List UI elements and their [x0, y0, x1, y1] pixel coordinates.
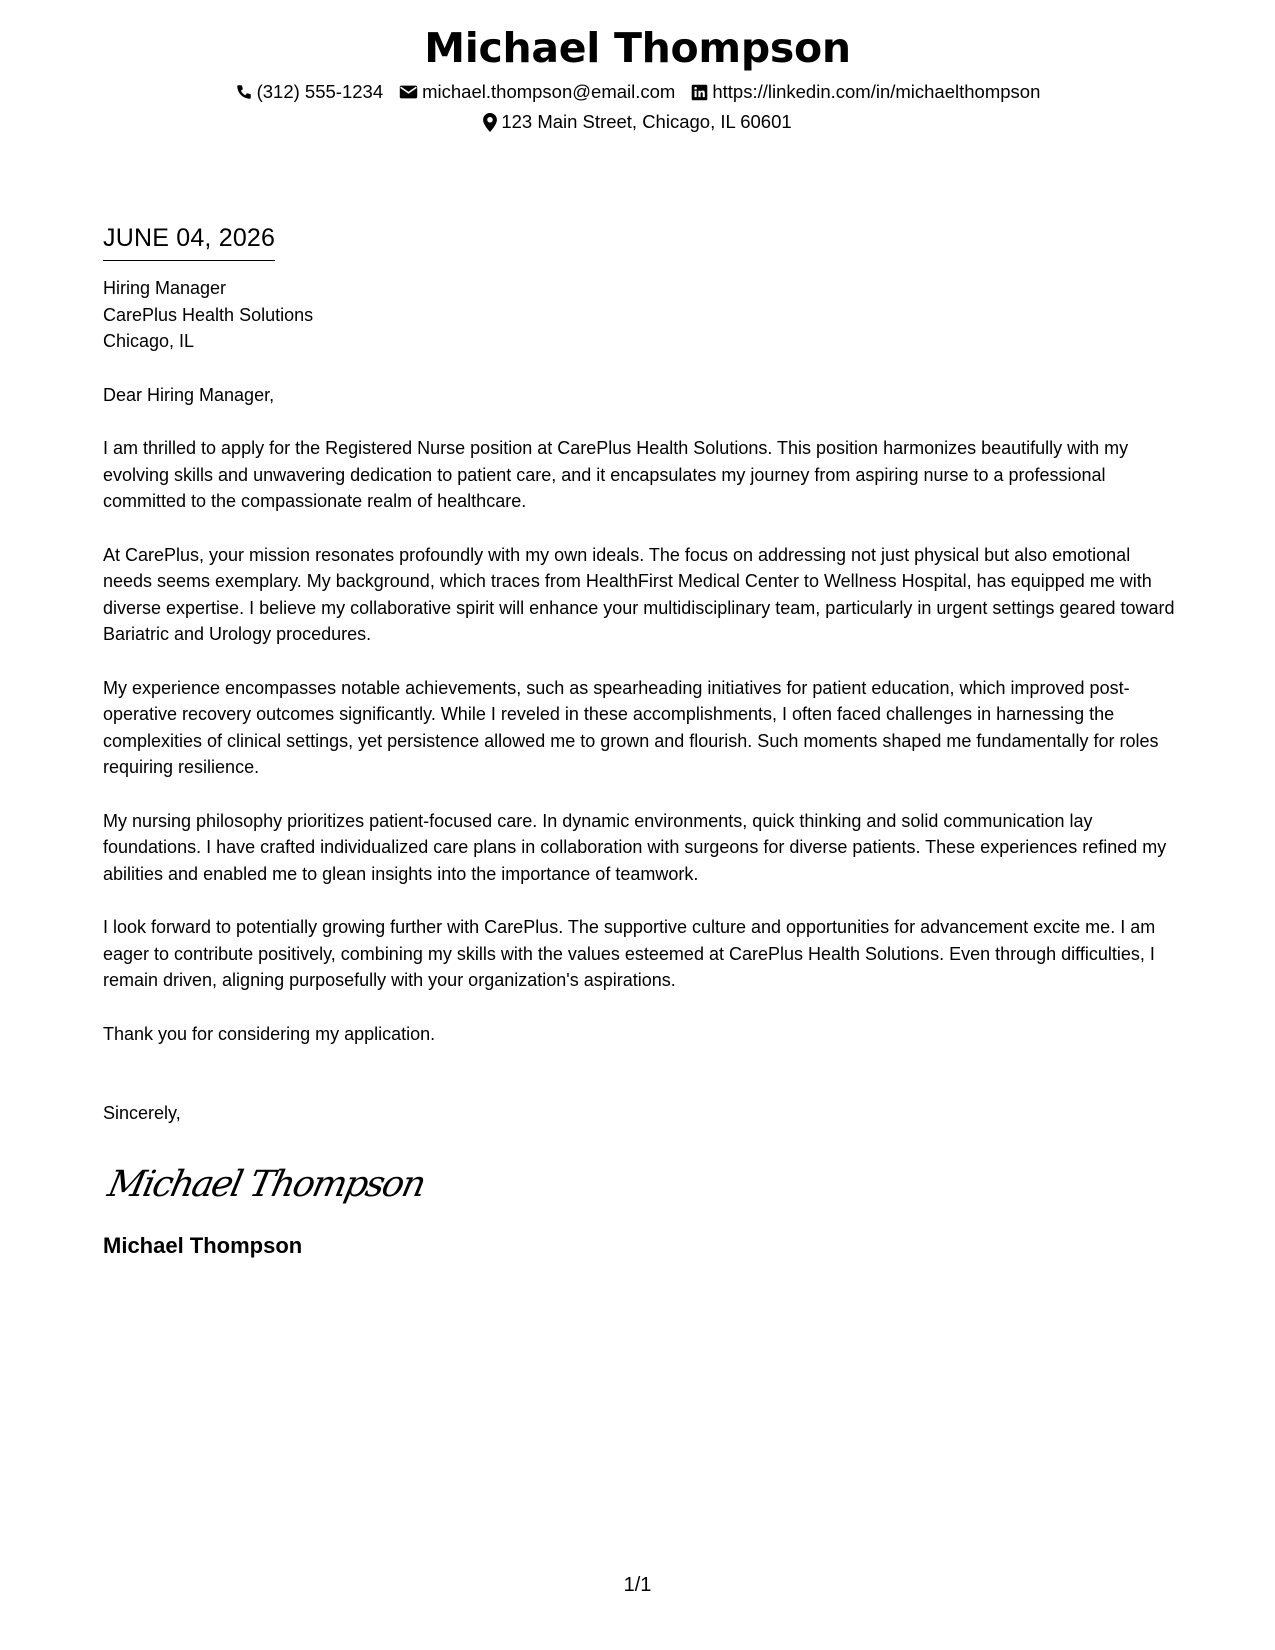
phone-contact [235, 79, 384, 105]
handwritten-signature: Michael Thompson [104, 1163, 428, 1205]
letter-header [0, 22, 1275, 137]
address-contact [483, 109, 791, 135]
address-row [0, 107, 1275, 137]
recipient-block [103, 275, 1175, 355]
recipient-company: CarePlus Health Solutions [103, 304, 314, 325]
recipient-title: Hiring Manager [103, 278, 227, 298]
closing: Sincerely, [103, 1103, 181, 1123]
email-contact[interactable] [399, 79, 675, 105]
phone-text: (312) 555-1234 [256, 81, 384, 102]
body-paragraph-4: My nursing philosophy prioritizes patient-focused care. In dynamic environments, quick thinking and solid communication lay foundations. I have crafted individualized care plans in collaboration with surgeons for diverse patients. These experiences refined my abilities and enabled me to glean insights into the importance of teamwork. [103, 810, 1167, 884]
letter-body [103, 222, 1175, 1261]
signer-name: Michael Thompson [103, 1232, 303, 1258]
address-text: 123 Main Street, Chicago, IL 60601 [501, 111, 792, 132]
letter-date: JUNE 04, 2026 [103, 222, 275, 261]
recipient-location: Chicago, IL [103, 331, 195, 351]
contact-row [0, 77, 1275, 107]
map-pin-icon [483, 113, 501, 132]
body-paragraph-2: At CarePlus, your mission resonates profoundly with my own ideals. The focus on addressing not just physical but also emotional needs seems exemplary. My background, which traces from HealthFirst Medical Center to Wellness Hospital, has equipped me with diverse expertise. I believe my collaborative spirit will enhance your multidisciplinary team, particularly in urgent settings geared toward Bariatric and Urology procedures. [103, 544, 1175, 644]
salutation: Dear Hiring Manager, [103, 384, 275, 405]
email-text[interactable]: michael.thompson@email.com [422, 81, 676, 102]
body-paragraph-3: My experience encompasses notable achievements, such as spearheading initiatives for patient education, which improved post-operative recovery outcomes significantly. While I reveled in these accomplishments, I often faced challenges in harnessing the complexities of clinical settings, yet persistence allowed me to grown and flourish. Such moments shaped me fundamentally for roles requiring resilience. [103, 677, 1159, 777]
linkedin-icon [691, 84, 712, 101]
phone-icon [235, 83, 257, 101]
linkedin-text[interactable]: https://linkedin.com/in/michaelthompson [712, 81, 1041, 102]
applicant-name: Michael Thompson [424, 24, 851, 72]
thank-you-line: Thank you for considering my application. [103, 1023, 436, 1044]
linkedin-contact[interactable] [691, 79, 1040, 105]
body-paragraph-5: I look forward to potentially growing further with CarePlus. The supportive culture and opportunities for advancement excite me. I am eager to contribute positively, combining my skills with the values esteemed at CarePlus Health Solutions. Even through difficulties, I remain driven, aligning purposefully with your organization's aspirations. [103, 917, 1156, 990]
body-paragraph-1: I am thrilled to apply for the Registered Nurse position at CarePlus Health Solutions. This position harmonizes beautifully with my evolving skills and unwavering dedication to patient care, and it encapsulates my journey from aspiring nurse to a professional committed to the compassionate realm of healthcare. [103, 438, 1129, 511]
page-number: 1/1 [623, 1574, 652, 1596]
envelope-icon [399, 84, 422, 100]
